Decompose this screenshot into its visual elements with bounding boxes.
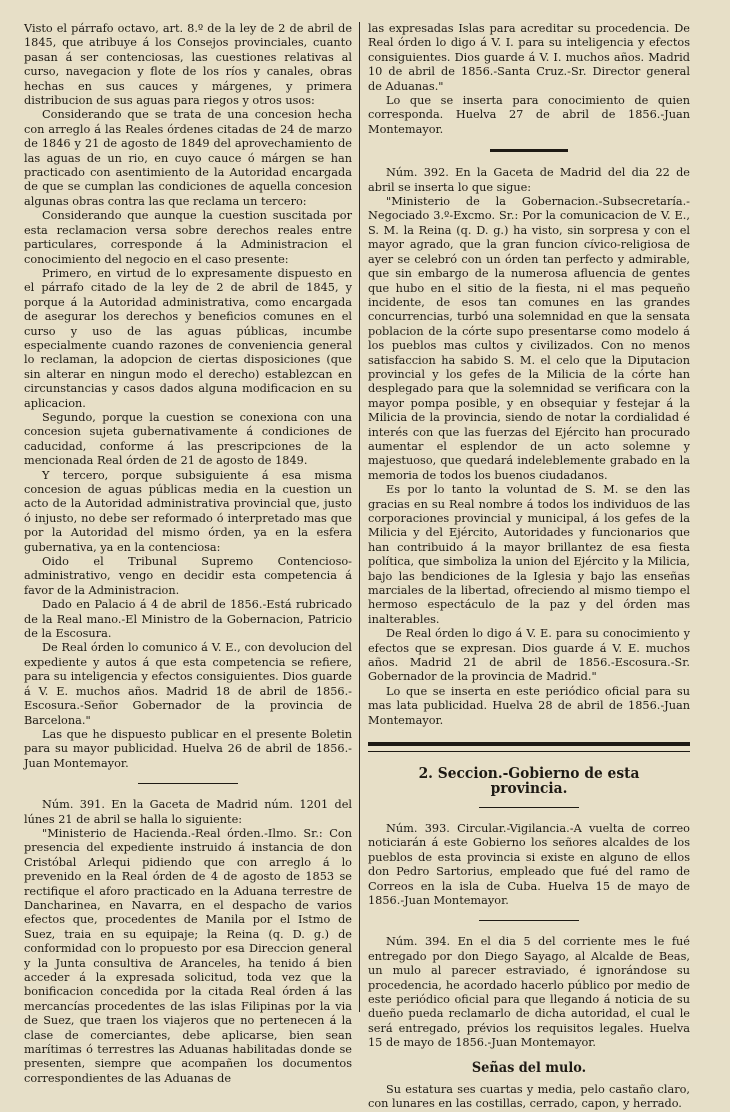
paragraph: Segundo, porque la cuestion se conexiona con una concesion sujeta gubernativamente á condiciones de caducidad, conforme á las prescripciones de la mencionada Real órden de 21 de agosto de 1849. (24, 410, 352, 468)
paragraph: Su estatura ses cuartas y media, pelo castaño claro, con lunares en las costillas, cerrado, capon, y herrado. (368, 1083, 690, 1111)
paragraph: "Ministerio de Hacienda.-Real órden.-Ilmo. Sr.: Con presencia del expediente instruido á instancia de don Cristóbal Arlequi pidiendo que con arreglo á lo prevenido en la Real órden de 4 de agosto de 1853 se rectifique el aforo practicado en la Aduana terrestre de Dancharinea, en Navarra, en el despacho de varios efectos que, procedentes de Manila por el Istmo de Suez, traia en su equipaje; la Reina (q. D. g.) de conformidad con lo propuesto por esa Direccion general y la Junta consultiva de Aranceles, ha tenido á bien acceder á la expresada solicitud, toda vez que la bonificacion concedida por la citada Real órden á las mercancías procedentes de las islas Filipinas por la via de Suez, que traen los viajeros que no pertenecen á la clase de comerciantes, debe aplicarse, bien sean marítimas ó terrestres las Aduanas habilitadas donde se presenten, siempre que acompañen los documentos correspondientes de las Aduanas de (24, 826, 352, 1085)
article-392-heading: Núm. 392. En la Gaceta de Madrid del dia 22 de abril se inserta lo que sigue: (368, 166, 690, 194)
paragraph: Es por lo tanto la voluntad de S. M. se den las gracias en su Real nombre á todos los individuos de las corporaciones provincial y municipal, á los gefes de la Milicia y del Ejército, Autoridades y funcionarios que han contribuido á la mayor brillantez de esa fiesta política, que simboliza la union del Ejército y la Milicia, bajo las bendiciones de la Iglesia y bajo las enseñas marciales de la libertad, ofreciendo al mismo tiempo el hermoso espectáculo de la paz y del órden mas inalterables. (368, 483, 690, 626)
right-column (368, 22, 690, 1112)
paragraph: Considerando que aunque la cuestion suscitada por esta reclamacion versa sobre derechos reales entre particulares, corresponde á la Administracion el conocimiento del negocio en el caso presente: (24, 209, 352, 266)
article-393: Núm. 393. Circular.-Vigilancia.-A vuelta de correo noticiarán á este Gobierno los señores alcaldes de los pueblos de esta provincia si existe en alguno de ellos don Pedro Sartorius, empleado que fué del ramo de Correos en la isla de Cuba. Huelva 15 de mayo de 1856.-Juan Montemayor. (368, 821, 690, 907)
paragraph: De Real órden lo comunico á V. E., con devolucion del expediente y autos á que esta competencia se refiere, para su inteligencia y efectos consiguientes. Dios guarde á V. E. muchos años. Madrid 18 de abril de 1856.-Escosura.-Señor Gobernador de la provincia de Barcelona." (24, 641, 352, 727)
paragraph: Las que he dispuesto publicar en el presente Boletin para su mayor publicidad. Huelva 26 de abril de 1856.-Juan Montemayor. (24, 727, 352, 770)
article-394: Núm. 394. En el dia 5 del corriente mes le fué entregado por don Diego Sayago, al Alcalde de Beas, un mulo al parecer estraviado, é ignorándose su procedencia, he acordado hacerlo público por medio de este periódico oficial para que llegando á noticia de su dueño pueda reclamarlo de dicha autoridad, el cual le será entregado, prévios los requisitos legales. Huelva 15 de mayo de 1856.-Juan Montemayor. (368, 935, 690, 1050)
separator (479, 920, 579, 921)
paragraph: Dado en Palacio á 4 de abril de 1856.-Está rubricado de la Real mano.-El Ministro de la Gobernacion, Patricio de la Escosura. (24, 598, 352, 641)
paragraph: Oido el Tribunal Supremo Contencioso-administrativo, vengo en decidir esta competencia á favor de la Administracion. (24, 555, 352, 597)
column-divider (359, 22, 360, 1012)
section-separator (368, 742, 690, 752)
subsection-title: Señas del mulo. (471, 1059, 587, 1076)
paragraph: Y tercero, porque subsiguiente á esa misma concesion de aguas públicas media en la cuestion un acto de la Autoridad administrativa provincial que, justo ó injusto, no debe ser reformado ó interpretado mas que por la Autoridad del mismo órden, ya en la esfera gubernativa, ya en la contenciosa: (24, 468, 352, 554)
paragraph: Visto el párrafo octavo, art. 8.º de la ley de 2 de abril de 1845, que atribuye á los Consejos provinciales, cuanto pasan á ser contenciosas, las cuestiones relativas al curso, navegacion y flote de los ríos y canales, obras hechas en sus cauces y márgenes, y primera distribucion de sus aguas para riegos y otros usos: (24, 22, 352, 108)
paragraph: Lo que se inserta para conocimiento de quien corresponda. Huelva 27 de abril de 1856.-Juan Montemayor. (368, 94, 690, 136)
paragraph: "Ministerio de la Gobernacion.-Subsecretaría.-Negociado 3.º-Excmo. Sr.: Por la comunicacion de V. E., S. M. la Reina (q. D. g.) ha visto, sin sorpresa y con el mayor agrado, que la gran funcion cívico-religiosa de ayer se celebró con un órden tan perfecto y admirable, que sin embargo de la numerosa afluencia de gentes que hubo en el sitio de la fiesta, ni el mas pequeño incidente, de esos tan comunes en las grandes concurrencias, turbó una solemnidad en que la sensata poblacion de la córte supo presentarse como modelo á los pueblos mas cultos y civilizados. Con no menos satisfaccion ha sabido S. M. el celo que la Diputacion provincial y los gefes de la Milicia de la córte han desplegado para que la solemnidad se verificara con la mayor pompa posible, y en obsequiar y festejar á la Milicia de la provincia, siendo de notar la cordialidad é interés con que las fuerzas del Ejército han procurado aumentar el esplendor de un acto solemne y majestuoso, que quedará indeleblemente grabado en la memoria de todos los buenos ciudadanos. (368, 195, 690, 482)
left-column (24, 22, 352, 1086)
paragraph: Considerando que se trata de una concesion hecha con arreglo á las Reales órdenes citadas de 24 de marzo de 1846 y 21 de agosto de 1849 del aprovechamiento de las aguas de un rio, en cuyo cauce ó márgen se han practicado con asentimiento de la Autoridad encargada de que se cumplan las condiciones de aquella concesion algunas obras contra las que reclama un tercero: (24, 108, 352, 208)
separator (479, 807, 579, 808)
paragraph: Lo que se inserta en este periódico oficial para su mas lata publicidad. Huelva 28 de abril de 1856.-Juan Montemayor. (368, 684, 690, 727)
separator (138, 783, 238, 784)
paragraph: las expresadas Islas para acreditar su procedencia. De Real órden lo digo á V. I. para su inteligencia y efectos consiguientes. Dios guarde á V. I. muchos años. Madrid 10 de abril de 1856.-Santa Cruz.-Sr. Director general de Aduanas." (368, 22, 690, 93)
article-391-heading: Núm. 391. En la Gaceta de Madrid núm. 1201 del lúnes 21 de abril se halla lo siguiente: (24, 798, 352, 826)
paragraph: Primero, en virtud de lo expresamente dispuesto en el párrafo citado de la ley de 2 de abril de 1845, y porque á la Autoridad administrativa, como encargada de asegurar los derechos y beneficios comunes en el curso y uso de las aguas públicas, incumbe especialmente cuando razones de conveniencia general lo reclaman, la adopcion de ciertas disposiciones (que sin alterar en ningun modo el derecho) establezcan en circunstancias y casos dados alguna modificacion en su aplicacion. (24, 266, 352, 410)
separator (490, 149, 568, 152)
section-title: 2. Seccion.-Gobierno de esta provincia. (418, 764, 640, 797)
paragraph: De Real órden lo digo á V. E. para su conocimiento y efectos que se expresan. Dios guarde á V. E. muchos años. Madrid 21 de abril de 1856.-Escosura.-Sr. Gobernador de la provincia de Madrid." (368, 627, 690, 684)
